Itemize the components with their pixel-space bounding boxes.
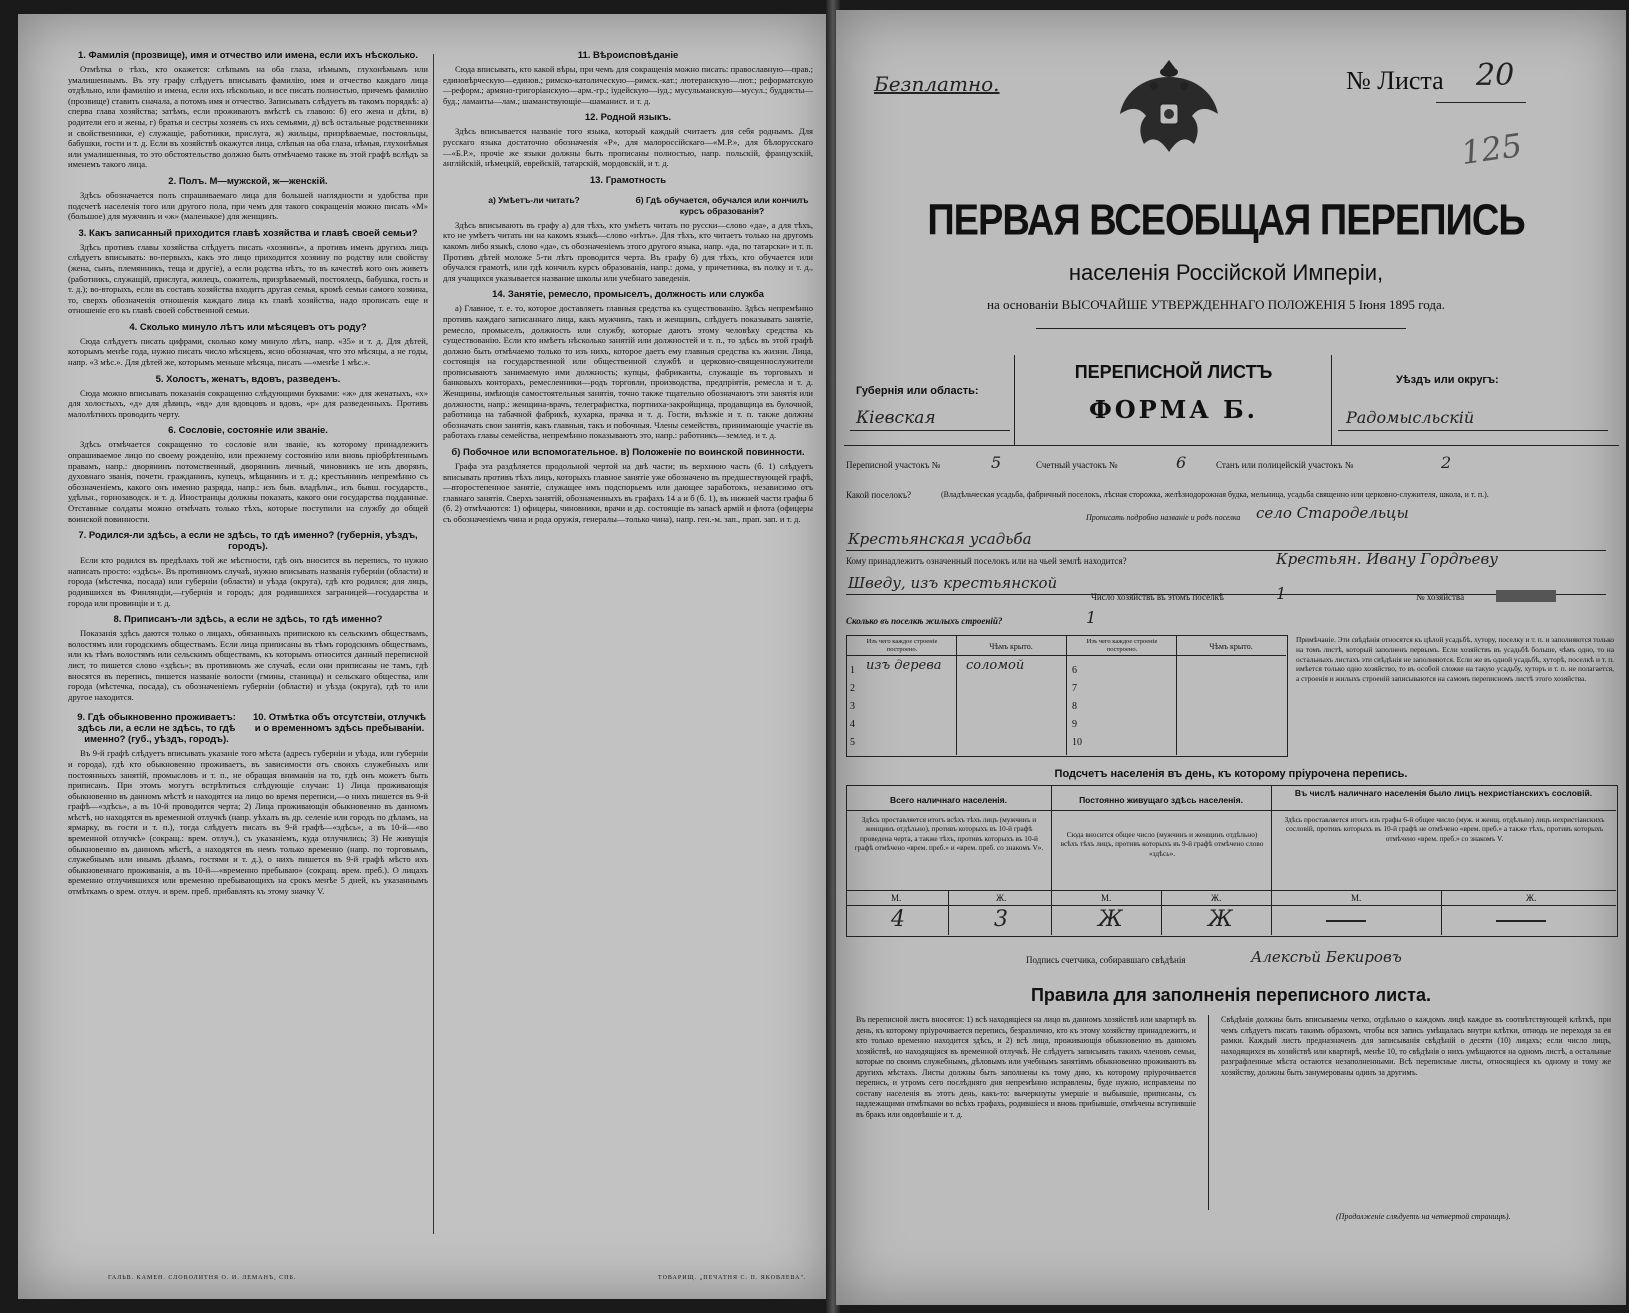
owner-value-2: Шведу, изъ крестьянской: [848, 574, 1058, 592]
section-heading: 10. Отмѣтка объ отсутствіи, отлучкѣ и о временномъ здѣсь пребываніи.: [252, 712, 427, 735]
bld-row1-material: изъ дерева: [866, 658, 942, 673]
schetny-uchastok-value: 6: [1176, 453, 1187, 472]
count-title: Подсчетъ населенія въ день, къ которому пріурочена перепись.: [1054, 768, 1408, 780]
form-subtitle: ФОРМА Б.: [1088, 395, 1259, 424]
section-heading: 11. Вѣроисповѣданіе: [577, 50, 679, 61]
count-col1-header: Всего наличнаго населенія.: [890, 795, 1007, 805]
count-col2-header: Постоянно живущаго здѣсь населенія.: [1079, 795, 1243, 805]
section-text: Сюда можно вписывать показанія сокращенно слѣдующими буквами: «ж» для женатыхъ, «х» для холостыхъ, «д» для дѣвицъ, «вд» для вдовцовъ и вдовъ, «р» для разведенныхъ. Противъ малолѣтнихъ проводить черту.: [68, 387, 428, 419]
stan-label: Станъ или полицейскій участокъ №: [1216, 460, 1354, 470]
buildings-value: 1: [1086, 608, 1097, 627]
guberniya-label: Губернія или область:: [856, 385, 979, 397]
bld-col1-header: Изъ чего каждое строеніе построено.: [866, 638, 938, 653]
footer-printer-right: ТОВАРИЩ. „ПЕЧАТНЯ С. П. ЯКОВЛЕВА".: [658, 1275, 807, 1281]
poselok-hint2: Прописать подробно названіе и родъ поселка: [1086, 513, 1241, 522]
guberniya-value: Кіевская: [856, 408, 936, 428]
building-row-number: 7: [1072, 683, 1077, 694]
section-text: Сюда слѣдуетъ писать цифрами, сколько кому минуло лѣтъ, напр. «35» и т. д. Для дѣтей, которымъ менѣе года, нужно писать число мѣсяцевъ, ясно обозначая, что это мѣсяцы, а не годы, напр. «3 мѣс.». Для дѣтей же, которымъ меньше мѣсяца, писать —«менѣе 1 мѣс.».: [68, 335, 428, 368]
guberniya-line: [850, 430, 1010, 431]
buildings-table-col: [956, 635, 957, 755]
section-text: Если кто родился въ предѣлахъ той же мѣстности, гдѣ онъ вносится въ перепись, то нужно написать просто: «здѣсь». Въ противномъ случаѣ, нужно вписывать названія губерніи (области) и города (мѣстечка, посада) или губерніи (области) и уѣзда (округа), гдѣ кто родился; для лицъ, родившихся въ Финляндіи,—губернія и городъ; для родившихся заграницей—государства и города или провинціи и т. д.: [68, 555, 428, 608]
left-column-2: [443, 44, 813, 529]
form-divider-left: [1014, 355, 1015, 445]
section-subheading: а) Умѣетъ-ли читать?: [488, 194, 580, 205]
left-column-1: [68, 44, 428, 901]
section-text: Графа эта раздѣляется продольной чертой на двѣ части; въ верхнюю часть (б. 1) слѣдуетъ вписывать противъ тѣхъ лицъ, которыхъ главное занятіе уже обозначено въ предшествующей графѣ,—второстепенное занятіе, служащее имъ подспорьемъ или дающее заработокъ, независимо отъ главнаго занятія. Сверхъ занятій, обозначенныхъ въ графахъ 14 а и б (б. 1), въ нижней части графы б (б. 2) отмѣчаются: 1) офицеры, чиновники, врачи и др. состоящіе въ запасѣ армій и флота (офицеры съ обозначеніемъ чина и рода оружія, генералы—только чина), напр. ген.-м. зап., прап. зап. и т. д.: [443, 461, 813, 524]
section-text: Здѣсь обозначается полъ спрашиваемаго лица для большей наглядности и удобства при подсчетѣ населенія того или другого пола, при чемъ для такого сокращенія можно писать «М» (большое) для мужчинъ и «ж» (маленькое) для женщинъ.: [68, 189, 428, 222]
count-zh-value-2: Ж: [1208, 907, 1233, 932]
perepisnoy-uchastok-value: 5: [991, 453, 1002, 472]
buildings-note: Примѣчаніе. Эти свѣдѣнія относятся къ цѣлой усадьбѣ, хутору, поселку и т. п. и заполняются только на томъ листѣ, который заполненъ первымъ. Если хозяйствъ въ усадьбѣ больше, чѣмъ одно, то на остальныхъ листахъ эти свѣдѣнія не заполняются. Если же въ одной усадьбѣ, хуторѣ, поселкѣ и т. п. имѣется только одно хозяйство, то въ особой сложке на такую усадьбу, хуторъ и т. п. не полагается, а строенія и жилыхъ строеній записываются на самомъ переписномъ листѣ этого хозяйства.: [1296, 635, 1614, 684]
form-divider-right: [1331, 355, 1332, 445]
count-headline: [846, 810, 1616, 811]
uezd-value: Радомысльскій: [1346, 408, 1475, 427]
count-div3a: [1441, 890, 1442, 935]
poselok-value-2: Крестьянская усадьба: [848, 530, 1032, 548]
uezd-label: Уѣздъ или округъ:: [1396, 374, 1499, 386]
building-row-number: 3: [850, 701, 855, 712]
bld-col2-header: Чѣмъ крыто.: [989, 642, 1033, 651]
section-heading: 6. Сословіе, состояніе или званіе.: [168, 425, 328, 437]
count-dash-3m: [1326, 920, 1366, 922]
rules-title: Правила для заполненія переписного листа.: [1030, 985, 1432, 1005]
sheet-number-value: 20: [1476, 58, 1515, 93]
section-heading: 2. Полъ. М—мужской, ж—женскій.: [168, 175, 328, 187]
building-row-number: 2: [850, 683, 855, 694]
section-heading: 12. Родной языкъ.: [584, 112, 672, 124]
footer-printer-left: ГАЛЬВ. КАМЕН. СЛОВОЛИТНЯ О. И. ЛЕМАНЪ, СПБ.: [108, 1275, 297, 1281]
count-dash-3zh: [1496, 920, 1546, 922]
household-number-label: № хозяйства: [1416, 592, 1465, 602]
section-heading: 1. Фамилія (прозвище), имя и отчество или имена, если ихъ нѣсколько.: [77, 50, 418, 61]
section-heading: 7. Родился-ли здѣсь, а если не здѣсь, то гдѣ именно? (губернія, уѣздъ, городъ).: [78, 530, 418, 553]
owner-value: Крестьян. Ивану Гордѣеву: [1276, 550, 1498, 568]
bld-left-numbers: [850, 662, 855, 752]
section-heading: 8. Приписанъ-ли здѣсь, а если не здѣсь, то гдѣ именно?: [113, 614, 383, 626]
form-title: ПЕРЕПИСНОЙ ЛИСТЪ: [1074, 362, 1273, 382]
section-heading: 14. Занятіе, ремесло, промыселъ, должность или служба: [492, 289, 764, 301]
section-heading: б) Побочное или вспомогательное. в) Положеніе по воинской повинности.: [451, 447, 805, 459]
section-subheading: б) Гдѣ обучается, обучался или кончилъ курсъ образованія?: [635, 194, 809, 216]
bld-right-numbers: [1072, 662, 1082, 752]
section-text: Въ 9-й графѣ слѣдуетъ вписывать указаніе того мѣста (адресъ губерніи и уѣзда, или губерніи и города), гдѣ кто обыкновенно проживаетъ, въ зависимости отъ своихъ служебныхъ или постоянныхъ занятій, промысловъ и т. п., не обращая вниманія на то, гдѣ онъ можетъ быть приписанъ. При этомъ могутъ встрѣтиться слѣдующіе случаи: 1) Лица проживающія обыкновенно въ данномъ мѣстѣ и находятся на лицо во время переписи,—о нихъ пишется въ 9-й графѣ—«здѣсь», а въ 10-й проводится черта; 2) Лица проживающія обыкновенно въ данномъ мѣстѣ, но находятся въ временной отлучкѣ (напр. уѣхалъ въ др. селеніе или городъ по дѣламъ, на ярмарку, въ гости и т. п.), тогда слѣдуетъ писать въ 9-й графѣ—«здѣсь», а въ 10-й—«во временной отлучкѣ» (сокращ.: врем. отлуч.), съ указаніемъ, куда отлучились; 3) Не живущія обыкновенно въ данномъ мѣстѣ, а находятся въ немъ только временно (напр. по торговымъ, служебнымъ или инымъ дѣламъ, гостями и т. д.), о нихъ пишется въ 9-й графѣ мѣсто ихъ обыкновеннаго проживанія, а въ 10-й—«временно пребываю» (сокращ. врем. преб.). О лицахъ временно отлучившихся или временно пребывающихъ на срокъ менѣе 5 дней, къ указаннымъ отмѣткамъ о врем. отлуч. и врем. преб. прибавлять къ этому значку V.: [68, 748, 428, 897]
left-page: [18, 14, 830, 1299]
buildings-table-mid: [1066, 635, 1067, 755]
building-row-number: 8: [1072, 701, 1077, 712]
count-col1-desc: Здѣсь проставляется итогъ всѣхъ тѣхъ лицъ (мужчинъ и женщинъ отдѣльно), противъ которыхъ въ 10-й графѣ проведена черта, а также тѣхъ, противъ которыхъ въ 10-й графѣ отмѣчено «врем. преб.» и «врем. преб. со знакомъ V».: [854, 815, 1044, 853]
poselok-label: Какой поселокъ?: [846, 490, 912, 500]
owner-label: Кому принадлежитъ означенный поселокъ или на чьей землѣ находится?: [846, 556, 1127, 566]
count-col3-desc: Здѣсь проставляется итогъ изъ графы 6-й общее число (муж. и женщ. отдѣльно) лицъ нехристіанскихъ сословій, противъ которыхъ въ 10-й графѣ не отмѣчено «врем. преб.» а также тѣхъ, противъ которыхъ отмѣчено «врем. преб.» со знакомъ V.: [1284, 815, 1605, 843]
count-m-3: М.: [1351, 893, 1362, 903]
count-m-value-1: 4: [891, 907, 905, 932]
building-row-number: 6: [1072, 665, 1077, 676]
stamp-number: 125: [1458, 125, 1525, 173]
building-row-number: 10: [1072, 737, 1082, 748]
buildings-table-col2: [1176, 635, 1177, 755]
building-row-number: 5: [850, 737, 855, 748]
section-text: Отмѣтка о тѣхъ, кто окажется: слѣпымъ на оба глаза, нѣмымъ, глухонѣмымъ или умалишеннымъ. Въ эту графу слѣдуетъ вписывать фамилію, имя и отчество каждаго лица отдѣльно, или фамилію и имена, если ихъ нѣсколько, и все писать полностью, причемъ фамилію (прозвище) ставить сначала, а потомъ имя и отчество. Записывать слѣдуетъ въ такомъ порядкѣ: а) сперва глава хозяйства; затѣмъ, если проживаютъ вмѣстѣ съ главою: б) его жена и дѣти, в) родители его и жены, г) братья и сестры хозяевъ съ ихъ семьями, д) всѣ остальные родственники и свойственники, е) служащіе, работники, прислуга, ж) жильцы, призрѣваемые, постояльцы, бабушки, гости и т. д. Если въ хозяйствѣ окажутся лица, слѣпыя на оба глаза, нѣмыя, глухонѣмыя или умалишенныя, то это обстоятельство должно быть отмѣчаемо также въ этой графѣ вслѣдъ за именемъ такого лица.: [68, 64, 428, 170]
count-m-value-2: Ж: [1098, 907, 1123, 932]
count-mline2: [846, 905, 1616, 906]
section-text: Здѣсь отмѣчается сокращенно то сословіе или званіе, къ которому принадлежитъ опрашиваемое лицо по своему рожденію, или прежнему состоянію или вновь пріобрѣтеннымъ правамъ, напр.: дворянинъ потомственный, дворянинъ личный, чиновникъ не изъ дворянъ, духовнаго званія, почетн. гражданинъ, купецъ, мѣщанинъ и т. д.; крестьянинъ непремѣнно съ обозначеніемъ, какого онъ именно разряда, напр.: изъ быв. владѣльч., изъ бывш. государств., удѣльн., горнозаводск. и т. д. Иностранцы должны показать, какого они государства подданные. Отставные солдаты можно отмѣчать только тѣхъ, которые поступили на службу до общей воинской повинности.: [68, 439, 428, 524]
count-col3-header: Въ числѣ наличнаго населенія было лицъ нехристіанскихъ сословій.: [1294, 788, 1593, 798]
free-label: Безплатно.: [874, 72, 1000, 96]
section-text: Здѣсь противъ главы хозяйства слѣдуетъ писать «хозяинъ», а противъ именъ другихъ лицъ слѣдуетъ вписывать: во-первыхъ, какъ это лицо приходится хозяину по родству или свойству (жена, сынъ, племянникъ, теща и другіе), а если родства нѣтъ, то въ качествѣ кого онъ живетъ (работникъ, служащій, прислуга, жилецъ, сожитель, призрѣваемый, постоялецъ, бабушка, гость и т. д.); во-вторыхъ, если въ составъ хозяйства входитъ другая семья, кромѣ семьи самого хозяина, то, сверхъ обозначенія отношенія каждаго лица къ главѣ хозяйства, надо прописать еще и отношеніе его къ главѣ своей собственной семьи.: [68, 241, 428, 316]
rules-column-1: Въ переписной листъ вносятся: 1) всѣ находящіеся на лицо въ данномъ хозяйствѣ или квартирѣ въ день, къ которому пріурочивается перепись, безразлично, кто къ этому хозяйству принадлежитъ, и кто только временно находится здѣсь, и 2) всѣ лица, проживающія обыкновенно въ данномъ хозяйствѣ, но находящіяся въ временной отлучкѣ. Не слѣдуетъ записывать такихъ членовъ семьи, которые по своимъ служебнымъ, дѣловымъ или учебнымъ занятіямъ обыкновенно проживаютъ въ другихъ мѣстахъ. Листы должны быть заполнены къ тому дню, къ которому пріурочивается перепись, и утромъ сего послѣдняго дня непремѣнно исправлены, буде нужно, исправлены по составу населенія въ этотъ день, какъ-то: вычеркнуты умершіе и выбывшіе, приписаны, съ надлежащими отмѣтками во всѣхъ графахъ, родившіеся и вновь прибывшіе, отмѣчены вступившіе въ бракъ или овдовѣвшіе и т. д.: [856, 1015, 1196, 1119]
section-heading: 9. Гдѣ обыкновенно проживаетъ: здѣсь ли, а если не здѣсь, то гдѣ именно? (губ., уѣздъ, городъ).: [77, 712, 236, 746]
count-col2-desc: Сюда вносится общее число (мужчинъ и женщинъ отдѣльно) всѣхъ тѣхъ лицъ, противъ которыхъ въ 9-й графѣ отмѣчено слово «здѣсь».: [1060, 830, 1264, 858]
page-subtitle: населенія Россійской Имперіи,: [1068, 260, 1384, 285]
section-heading: 3. Какъ записанный приходится главѣ хозяйства и главѣ своей семьи?: [78, 227, 418, 239]
count-m-2: М.: [1101, 893, 1112, 903]
title-rule: [1036, 328, 1406, 329]
count-zh-3: Ж.: [1526, 893, 1537, 903]
buildings-table-head: [846, 655, 1286, 656]
building-row-number: 9: [1072, 719, 1077, 730]
section-heading: 5. Холостъ, женатъ, вдовъ, разведенъ.: [155, 373, 341, 385]
bld-col3-header: Изъ чего каждое строеніе построено.: [1086, 638, 1158, 653]
signature-label: Подпись счетчика, собиравшаго свѣдѣнія: [1026, 955, 1186, 965]
poselok-value: село Стародельцы: [1256, 504, 1409, 522]
count-div1: [1051, 785, 1052, 935]
rules-column-2: Свѣдѣнія должны быть вписываемы четко, отдѣльно о каждомъ лицѣ каждое въ соотвѣтствующей клѣткѣ, при чемъ слѣдуетъ писать такимъ образомъ, чтобы вся запись умѣщалась внутри клѣтки, отнюдь не переходя за ея рамки. Каждый листъ предназначенъ для записыванія свѣдѣній о десяти (10) лицахъ; если число лицъ, находящихся въ хозяйствѣ или квартирѣ, менѣе 10, то свѣдѣнія о нихъ умѣщаются на одномъ листѣ, а остальные разграфленные мѣста остаются незаполненными. Всѣ переписные листы, относящіеся къ одному и тому же хозяйству, должны быть занумерованы одинъ за другимъ.: [1221, 1015, 1611, 1077]
column-divider: [433, 54, 434, 1234]
section-text: Здѣсь вписывають въ графу а) для тѣхъ, кто умѣетъ читать по русски—слово «да», а для тѣхъ, кто не умѣетъ читать ни на какомъ языкѣ—слово «нѣтъ». Для тѣхъ, кто читаетъ только на другомъ какомъ либо языкѣ, слово «да», съ обозначеніемъ этого другого языка, напр. «да, по татарски» и т. п. Противъ дѣтей моложе 5-ти лѣтъ проводится черта. Въ графу б) для тѣхъ, кто обучается или обучался грамотѣ, или гдѣ кончилъ курсъ образованія, напр.: дома, у причетника, въ полку и т. д., для учащихся указывается название школы или учебнаго заведенія.: [443, 219, 813, 283]
count-mline: [846, 890, 1616, 891]
legal-basis: на основаніи ВЫСОЧАЙШЕ УТВЕРЖДЕННАГО ПОЛОЖЕНІЯ 5 Іюня 1895 года.: [986, 297, 1446, 312]
buildings-label: Сколько въ поселкѣ жилыхъ строеній?: [846, 616, 1003, 626]
count-zh-2: Ж.: [1211, 893, 1222, 903]
uezd-line: [1338, 430, 1608, 431]
count-div2: [1271, 785, 1272, 935]
page-title: ПЕРВАЯ ВСЕОБЩАЯ ПЕРЕПИСЬ: [927, 196, 1525, 246]
section-heading: 4. Сколько минуло лѣтъ или мѣсяцевъ отъ роду?: [129, 321, 367, 333]
imperial-eagle-icon: [1114, 52, 1224, 162]
section-heading: 13. Грамотность: [589, 174, 667, 186]
households-label: Число хозяйствъ въ этомъ поселкѣ: [1091, 592, 1224, 602]
count-div1a: [948, 890, 949, 935]
count-m-1: М.: [891, 893, 902, 903]
rules-divider: [1208, 1015, 1209, 1210]
count-zh-value-1: 3: [994, 907, 1008, 932]
signature-value: Алексѣй Бекировъ: [1251, 948, 1402, 966]
section-text: Здѣсь вписывается названіе того языка, который каждый считаетъ для себя роднымъ. Для русскаго языка достаточно обозначенія «Р», для малороссійскаго—«М.Р.», для бѣлорусскаго—«Б.Р.», прочіе же языки должны быть прописаны полностью, напр. польскій, французскій, англійскій, нѣмецкій, еврейскій, татарскій, мордовскій, и т. д.: [443, 126, 813, 169]
count-div2a: [1161, 890, 1162, 935]
building-row-number: 1: [850, 665, 855, 676]
poselok-hint: (Владѣльческая усадьба, фабричный поселокъ, лѣсная сторожка, желѣзнодорожная будка, мельница, усадьба священно или церковно-служителя, школа, и т. п.).: [941, 490, 1489, 499]
building-row-number: 4: [850, 719, 855, 730]
section-text: Сюда вписывать, кто какой вѣры, при чемъ для сокращенія можно писать: православную—прав.; единовѣрческую—единов.; римско-католическую—римск.-кат.; лютеранскую—лют.; реформатскую—реформ.; армяно-григоріанскую—арм.-гр.; іудейскую—іуд.; мусульманскую—мусул.; буддисты—буд.; ламаиты—лам.; шаманствующіе—шаманист. и т. д.: [443, 64, 813, 106]
bld-col4-header: Чѣмъ крыто.: [1209, 642, 1253, 651]
section-text: Показанія здѣсь даются только о лицахъ, обязанныхъ припискою къ сельскимъ обществамъ, волостямъ или городскимъ обществамъ. Если лица приписаны въ тѣмъ городскимъ обществамъ, или къ тѣмъ волостямъ или сельскимъ обществамъ, къ которымъ относится данный переписной лист, то пишется слово «здѣсь»; въ противномъ же случаѣ, если они приписаны не тамъ, гдѣ вносятся въ перепись, пишется названіе волости (гмины, станицы) и сельскаго общества, или города (мѣстечка, посада), съ обозначеніемъ губерніи (области) и уѣзда (округа), гдѣ то или другое находится.: [68, 628, 428, 702]
stan-value: 2: [1441, 453, 1452, 472]
households-value: 1: [1276, 584, 1287, 603]
bld-row1-roof: соломой: [966, 658, 1025, 673]
sheet-number-line: [1436, 102, 1526, 103]
schetny-uchastok-label: Счетный участокъ №: [1036, 460, 1118, 470]
count-zh-1: Ж.: [996, 893, 1007, 903]
sheet-number-label: № Листа: [1346, 66, 1444, 95]
rules-continuation: (Продолженіе слѣдуетъ на четвертой страницѣ).: [1336, 1212, 1511, 1221]
owner-line: [846, 594, 1606, 595]
right-page: [836, 10, 1626, 1305]
section-text: а) Главное, т. е. то, которое доставляетъ главныя средства къ существованію. Здѣсь непремѣнно противъ каждаго записаннаго лица, какъ мужчинъ, такъ и женщинъ, слѣдуетъ показывать занятіе, ремесло, промыселъ, должность или службу, которые даютъ этому человѣку средства къ существованію. Если кто имѣетъ нѣсколько занятій или должностей и т. п., то здѣсь въ этой графѣ должно быть отмѣчаемо только то изъ нихъ, которое даетъ ему главныя средства къ жизни. Лица, состоящія на государственной или общественной службѣ и церковно-священнослужители прописываютъ занимаемую ими должность; купцы, фабриканты, служащіе въ торговыхъ и банковыхъ конторахъ, ремесленники—родъ торговли, производства, предпріятія, ремесла и т. д. Женщины, имѣющія самостоятельныя занятія, точно также тщательно обозначаютъ эти занятія или должности, напр.: женщина-врачъ, телеграфистка, портниха-закройщица, продавщица въ булочной, работница на табачной фабрикѣ, кухарка, прачка и т. д. Гости, въѣзжіе и т. п. также должны обозначать свои занятія, какъ главныя, такъ и побочныя. Члены семействъ, принимающіе участіе въ работахъ главы семейства, непремѣнно показываютъ это, напр.: работникъ—землед. и т. д.: [443, 303, 813, 441]
perepisnoy-uchastok-label: Переписной участокъ №: [846, 460, 941, 470]
household-number-redacted: [1496, 590, 1556, 602]
